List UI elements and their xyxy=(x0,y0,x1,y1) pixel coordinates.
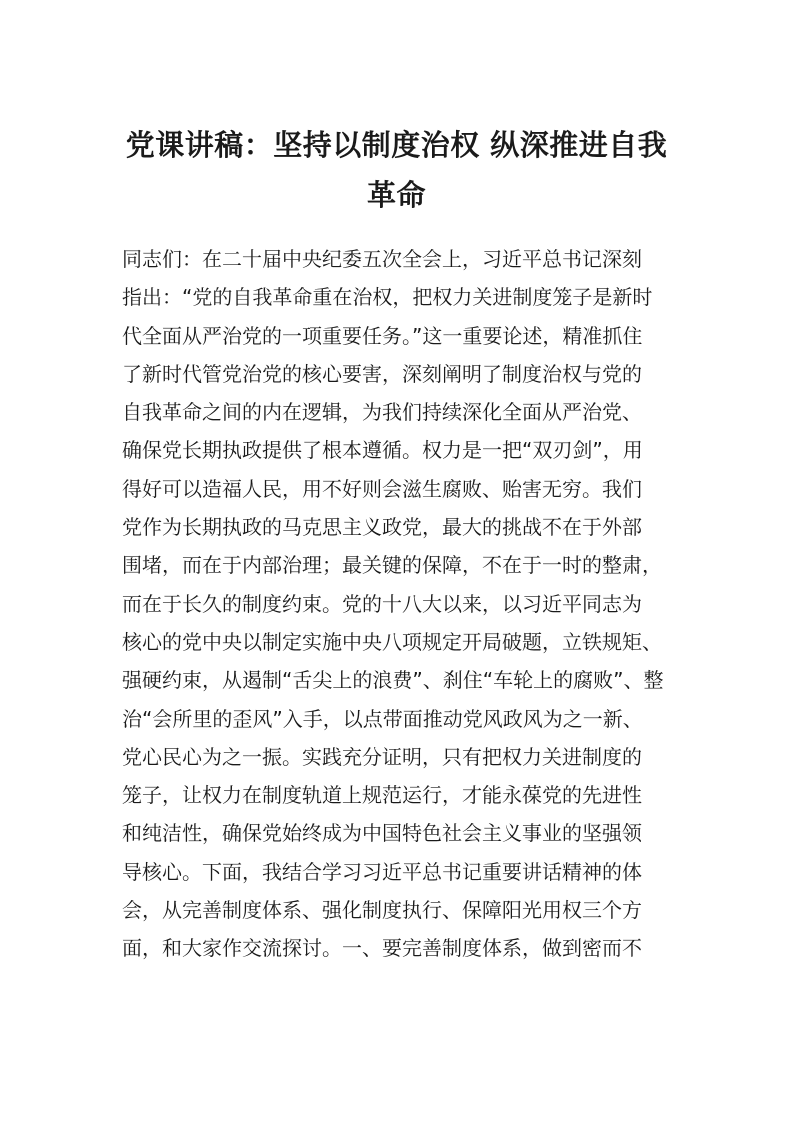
title-line-2: 革命 xyxy=(366,178,426,212)
body-line: 而在于长久的制度约束。党的十八大以来，以习近平同志为 xyxy=(122,591,642,616)
document-title xyxy=(100,120,693,220)
body-line: 围堵，而在于内部治理；最关键的保障，不在于一时的整肃， xyxy=(122,553,662,578)
body-line: 指出：“党的自我革命重在治权，把权力关进制度笼子是新时 xyxy=(122,285,653,310)
body-line: 同志们：在二十届中央纪委五次全会上，习近平总书记深刻 xyxy=(122,247,642,271)
body-line: 和纯洁性，确保党始终成为中国特色社会主义事业的坚强领 xyxy=(122,821,642,846)
body-line: 党作为长期执政的马克思主义政党，最大的挑战不在于外部 xyxy=(122,515,642,540)
body-line: 强硬约束，从遏制“舌尖上的浪费”、刹住“车轮上的腐败”、整 xyxy=(122,668,664,693)
title-line-1: 党课讲稿：坚持以制度治权 纵深推进自我 xyxy=(125,128,668,162)
body-line: 党心民心为之一振。实践充分证明，只有把权力关进制度的 xyxy=(122,744,642,769)
body-line: 笼子，让权力在制度轨道上规范运行，才能永葆党的先进性 xyxy=(122,783,642,808)
body-line: 会，从完善制度体系、强化制度执行、保障阳光用权三个方 xyxy=(122,898,642,923)
document-body xyxy=(122,240,682,968)
body-line: 得好可以造福人民，用不好则会滋生腐败、贻害无穷。我们 xyxy=(122,476,642,501)
body-line: 导核心。下面，我结合学习习近平总书记重要讲话精神的体 xyxy=(122,859,642,884)
body-line: 了新时代管党治党的核心要害，深刻阐明了制度治权与党的 xyxy=(122,361,642,386)
body-line: 代全面从严治党的一项重要任务。”这一重要论述，精准抓住 xyxy=(122,323,643,348)
body-line: 核心的党中央以制定实施中央八项规定开局破题，立铁规矩、 xyxy=(122,629,662,654)
body-line: 确保党长期执政提供了根本遵循。权力是一把“双刃剑”，用 xyxy=(122,438,643,463)
body-line: 治“会所里的歪风”入手，以点带面推动党风政风为之一新、 xyxy=(122,706,643,731)
body-line: 自我革命之间的内在逻辑，为我们持续深化全面从严治党、 xyxy=(122,400,642,425)
body-line: 面，和大家作交流探讨。一、要完善制度体系，做到密而不 xyxy=(122,936,642,961)
